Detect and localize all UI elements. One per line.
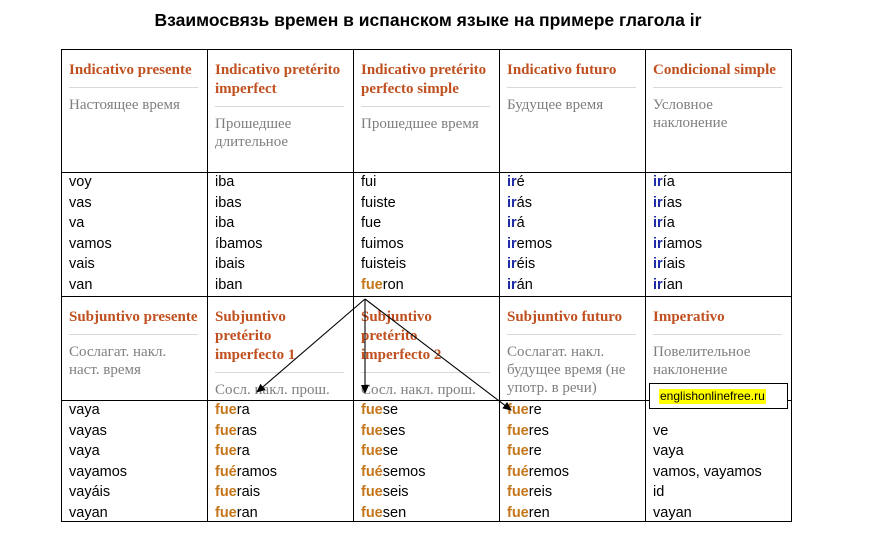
verb-ending: fui bbox=[361, 174, 377, 190]
verb-stem: fue bbox=[361, 443, 383, 459]
verb-ending: sen bbox=[382, 504, 407, 521]
verb-ending: ses bbox=[382, 422, 406, 439]
verb-ending: ibais bbox=[215, 256, 245, 272]
verb-stem: ir bbox=[653, 174, 663, 190]
verb-stem: fue bbox=[361, 422, 383, 439]
verb-ending: ra bbox=[236, 402, 250, 418]
verb-ending: ramos bbox=[236, 463, 278, 480]
verb-ending: vaya bbox=[69, 443, 100, 459]
verb-ending: vayan bbox=[69, 504, 108, 521]
verb-stem: fue bbox=[507, 443, 529, 459]
tense-translation: Будущее время bbox=[507, 97, 604, 113]
verb-stem: ir bbox=[507, 256, 517, 272]
verb-ending: ve bbox=[653, 422, 669, 439]
verb-ending: ra bbox=[236, 443, 250, 459]
tense-translation: Настоящее время bbox=[69, 97, 180, 113]
verb-ending: vayáis bbox=[69, 484, 111, 500]
verb-ending: re bbox=[528, 443, 542, 459]
verb-ending: vayan bbox=[653, 504, 692, 521]
tense-name: Subjuntivo pretérito imperfecto 2 bbox=[361, 309, 442, 363]
verb-ending: voy bbox=[69, 174, 92, 190]
tense-name: Imperativo bbox=[653, 309, 725, 325]
tense-name: Indicativo pretérito imperfect bbox=[215, 62, 341, 97]
arrow-to-imperfecto-1 bbox=[257, 299, 365, 392]
verb-ending: fuisteis bbox=[361, 256, 407, 272]
verb-ending: se bbox=[382, 443, 399, 459]
verb-ending: fue bbox=[361, 215, 382, 231]
verb-ending: emos bbox=[516, 235, 553, 252]
verb-stem: ir bbox=[507, 174, 517, 190]
verb-ending: iban bbox=[215, 276, 243, 293]
verb-ending: íamos bbox=[662, 235, 703, 252]
verb-ending: se bbox=[382, 402, 399, 418]
verb-ending: reis bbox=[528, 484, 553, 500]
verb-stem: fue bbox=[215, 422, 237, 439]
page-title: Взаимосвязь времен в испанском языке на примере глагола ir bbox=[154, 10, 702, 30]
verb-ending: ibas bbox=[215, 194, 242, 211]
verb-stem: fue bbox=[361, 484, 383, 500]
verb-stem: ir bbox=[653, 194, 663, 211]
tense-name: Subjuntivo presente bbox=[69, 309, 198, 325]
verb-ending: fuiste bbox=[361, 194, 396, 211]
verb-ending: seis bbox=[382, 484, 409, 500]
verb-stem: ir bbox=[507, 235, 517, 252]
verb-ending: res bbox=[528, 422, 549, 439]
tense-name: Indicativo pretérito perfecto simple bbox=[361, 62, 487, 97]
verb-ending: ía bbox=[662, 215, 675, 231]
verb-stem: ir bbox=[653, 235, 663, 252]
tense-translation: Сосл. накл. прош. bbox=[361, 382, 476, 398]
tense-name: Subjuntivo pretérito imperfecto 1 bbox=[215, 309, 296, 363]
verb-stem: fue bbox=[215, 402, 237, 418]
verb-ending: remos bbox=[528, 463, 570, 480]
verb-ending: ron bbox=[382, 276, 404, 293]
tense-name: Condicional simple bbox=[653, 62, 776, 78]
tense-translation: Прошедшее время bbox=[361, 116, 479, 132]
verb-ending: ías bbox=[662, 194, 683, 211]
verb-stem: fue bbox=[507, 422, 529, 439]
verb-stem: fue bbox=[361, 276, 383, 293]
verb-ending: ían bbox=[662, 276, 683, 293]
tense-name: Subjuntivo futuro bbox=[507, 309, 623, 325]
verb-ending: vamos bbox=[69, 235, 112, 252]
verb-ending: rais bbox=[236, 484, 261, 500]
verb-stem: fue bbox=[215, 484, 237, 500]
verb-ending: ía bbox=[662, 174, 675, 190]
verb-stem: ir bbox=[653, 276, 663, 293]
verb-ending: íbamos bbox=[215, 235, 263, 252]
tense-translation: Сослагат. накл. наст. время bbox=[69, 344, 167, 378]
verb-stem: fue bbox=[361, 402, 383, 418]
verb-ending: semos bbox=[382, 463, 426, 480]
tense-name: Indicativo presente bbox=[69, 62, 192, 78]
verb-stem: fue bbox=[361, 504, 383, 521]
verb-stem: fue bbox=[507, 484, 529, 500]
tense-name: Indicativo futuro bbox=[507, 62, 617, 78]
verb-ending: án bbox=[516, 276, 533, 293]
verb-ending: vayamos bbox=[69, 463, 128, 480]
verb-ending: vais bbox=[69, 256, 95, 272]
verb-ending: ras bbox=[236, 422, 257, 439]
verb-ending: id bbox=[653, 484, 665, 500]
tense-translation: Сосл. накл. прош. bbox=[215, 382, 330, 398]
verb-ending: iba bbox=[215, 215, 235, 231]
verb-ending: iba bbox=[215, 174, 235, 190]
verb-ending: va bbox=[69, 215, 85, 231]
verb-stem: ir bbox=[507, 276, 517, 293]
verb-ending: van bbox=[69, 276, 93, 293]
tense-translation: Повелительное наклонение bbox=[653, 344, 751, 378]
tense-translation: Сослагат. накл. будущее время (не употр. в речи) bbox=[507, 344, 626, 396]
verb-stem: fué bbox=[361, 463, 383, 480]
verb-ending: ren bbox=[528, 504, 550, 521]
verb-stem: fué bbox=[215, 463, 237, 480]
tense-translation: Прошедшее длительное bbox=[215, 116, 292, 150]
verb-ending: éis bbox=[516, 256, 536, 272]
verb-ending: é bbox=[516, 174, 525, 190]
verb-stem: ir bbox=[653, 215, 663, 231]
verb-stem: fue bbox=[507, 402, 529, 418]
verb-stem: fue bbox=[215, 504, 237, 521]
verb-stem: fué bbox=[507, 463, 529, 480]
verb-ending: á bbox=[516, 215, 525, 231]
verb-ending: íais bbox=[662, 256, 686, 272]
verb-stem: fue bbox=[507, 504, 529, 521]
verb-ending: fuimos bbox=[361, 235, 404, 252]
verb-ending: vamos, vayamos bbox=[653, 463, 762, 480]
tense-translation: Условное наклонение bbox=[653, 97, 728, 131]
verb-ending: ran bbox=[236, 504, 258, 521]
site-badge bbox=[649, 383, 788, 409]
verb-stem: fue bbox=[215, 443, 237, 459]
verb-stem: ir bbox=[507, 215, 517, 231]
verb-stem: ir bbox=[507, 194, 517, 211]
verb-stem: ir bbox=[653, 256, 663, 272]
arrow-to-futuro bbox=[365, 299, 511, 410]
site-badge-text: englishonlinefree.ru bbox=[660, 389, 765, 403]
verb-ending: vaya bbox=[69, 402, 100, 418]
verb-ending: ás bbox=[516, 194, 532, 211]
verb-ending: re bbox=[528, 402, 542, 418]
verb-ending: vaya bbox=[653, 443, 684, 459]
verb-ending: vas bbox=[69, 194, 92, 211]
verb-ending: vayas bbox=[69, 422, 107, 439]
